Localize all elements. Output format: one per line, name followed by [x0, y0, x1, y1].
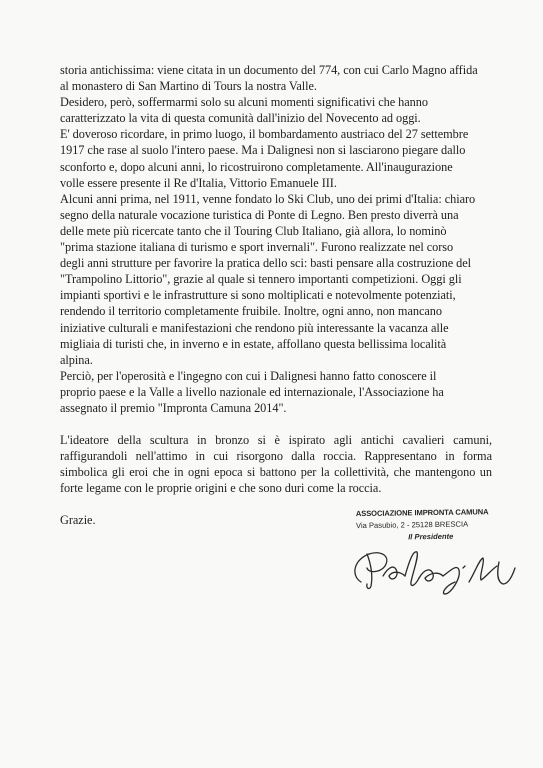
stamp-address: Via Pasubio, 2 - 25128 BRESCIA — [355, 519, 469, 531]
stamp-organization: ASSOCIAZIONE IMPRONTA CAMUNA — [355, 507, 489, 519]
closing-greeting: Grazie. — [60, 513, 96, 528]
stamp-role: Il Presidente — [408, 531, 454, 542]
paragraph-main: storia antichissima: viene citata in un documento del 774, con cui Carlo Magno affida al monastero di San Martino di Tours la nostra Valle. Desidero, però, soffermarmi solo su alcuni momenti significativi che hanno caratterizzato la vita di questa comunità dall'inizio del Novecento ad oggi. E' doveroso ricordare, in primo luogo, il bombardamento austriaco del 27 settembre 1917 che rase al suolo l'intero paese. Ma i Dalignesi non si lasciarono piegare dallo sconforto e, dopo alcuni anni, lo ricostruirono completamente. All'inaugurazione volle essere presente il Re d'Italia, Vittorio Emanuele III. Alcuni anni prima, nel 1911, venne fondato lo Ski Club, uno dei primi d'Italia: chiaro segno della naturale vocazione turistica di Ponte di Legno. Ben presto diverrà una delle mete più ricercate tanto che il Touring Club Italiano, già allora, lo nominò "prima stazione italiana di turismo e sport invernali". Furono realizzate nel corso degli anni strutture per favorire la pratica dello sci: basti pensare alla costruzione del "Trampolino Littorio", grazie al quale si tennero importanti competizioni. Oggi gli impianti sportivi e le infrastrutture si sono moltiplicati e notevolmente potenziati, rendendo il territorio completamente fruibile. Inoltre, ogni anno, non mancano iniziative culturali e manifestazioni che rendono più interessante la vacanza alle migliaia di turisti che, in inverno e in estate, affollano questa bellissima località alpina. Perciò, per l'operosità e l'ingegno con cui i Dalignesi hanno fatto conoscere il proprio paese e la Valle a livello nazionale ed internazionale, l'Associazione ha assegnato il premio "Impronta Camuna 2014". — [60, 63, 478, 415]
handwritten-signature — [347, 542, 527, 598]
paragraph-sculpture: L'ideatore della scultura in bronzo si è ispirato agli antichi cavalieri camuni, raffigurandoli nell'attimo in cui risorgono dalla roccia. Rappresentano in forma simbolica gli eroi che in ogni epoca si battono per la collettività, che mantengono un forte legame con le proprie origini e che sono duri come la roccia. — [60, 433, 492, 496]
association-stamp — [356, 506, 516, 544]
letter-body — [60, 62, 492, 529]
